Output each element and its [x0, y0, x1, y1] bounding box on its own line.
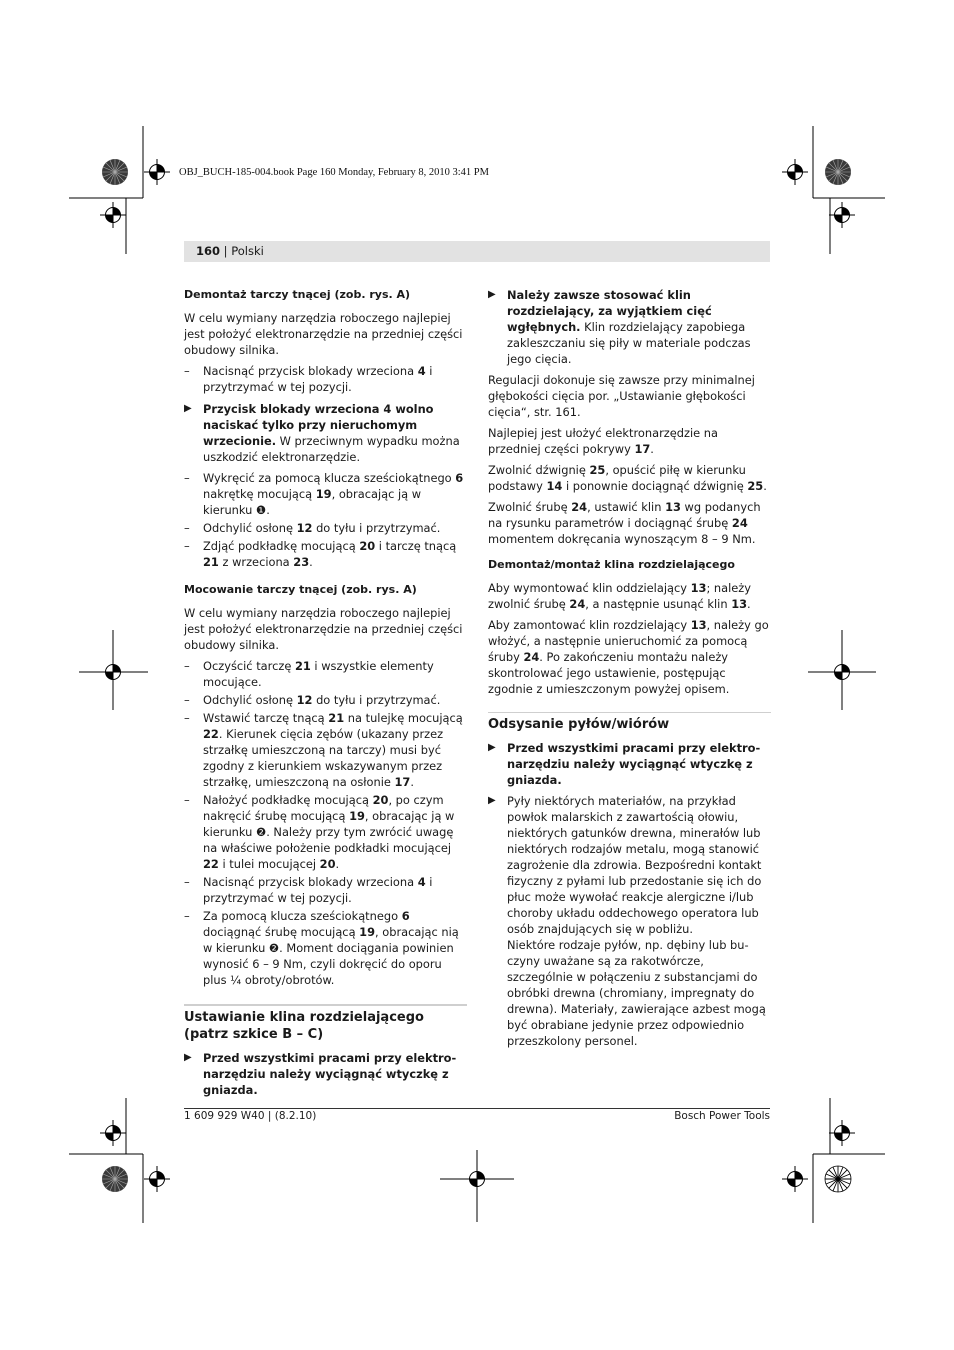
para-mount-knife: Aby zamontować klin rozdzielający 13, należy go włożyć, a następnie unieruchomić za pomocą śruby 24. Po zakończeniu montażu należy skontrolować jego ustawienie, postępując zgodnie z umieszczonym powyżej opisem. — [488, 618, 769, 696]
right-column — [488, 287, 771, 1054]
para-adjust: Regulacji dokonuje się zawsze przy minimalnej głębokości cięcia por. „Ustawianie głębokości cięcia“, str. 161. — [488, 373, 755, 419]
footer-doc-number: 1 609 929 W40 | (8.2.10) — [184, 1110, 317, 1122]
arrow-icon: ▶ — [488, 289, 496, 300]
para-mounting-intro: W celu wymiany narzędzia roboczego najlepiej jest położyć elektronarzędzie na przedniej części obudowy silnika. — [184, 606, 463, 652]
section-title: Odsysanie pyłów/wiórów — [488, 717, 670, 732]
para-lever: Zwolnić dźwignię 25, opuścić piłę w kierunku podstawy 14 i ponownie dociągnąć dźwignię 25. — [488, 463, 767, 493]
step-item: – Zdjąć podkładkę mocującą 20 i tarczę tnącą 21 z wrzeciona 23. — [184, 538, 467, 570]
file-header: OBJ_BUCH-185-004.book Page 160 Monday, February 8, 2010 3:41 PM — [179, 167, 489, 178]
warning-dust: ▶ Pyły niektórych materiałów, na przykład powłok malarskich z zawartością ołowiu, niektórych gatunków drewna, minerałów lub niektórych rodzajów metalu, mogą stanowić zagrożenie dla zdrowia. Bezpośredni kontakt fizyczny z pyłami lub przedostanie się ich do płuc może wywołać reakcje alergiczne i/lub choroby układu oddechowego operatora lub osób znajdujących się w pobliżu. Niektóre rodzaje pyłów, np. dębiny lub buczyny uważane są za rakotwórcze, szczególnie w połączeniu z substancjami do obróbki drewna (chromiany, impregnaty do drewna). Materiały, zawierające azbest mogą być obrabiane jedynie przez odpowiednio przeszkolony personel. — [488, 794, 766, 1048]
para-place: Najlepiej jest ułożyć elektronarzędzie na przedniej części pokrywy 17. — [488, 426, 718, 456]
left-column — [184, 287, 467, 1103]
arrow-icon: ▶ — [488, 795, 496, 806]
para-disassembly-intro: W celu wymiany narzędzia roboczego najlepiej jest położyć elektronarzędzie na przedniej części obudowy silnika. — [184, 311, 463, 357]
step-item: – Nałożyć podkładkę mocującą 20, po czym nakręcić śrubę mocującą 19, obracając ją w kierunku ❷. Należy przy tym zwrócić uwagę na właściwe położenie podkładki mocującej 22 i tulei mocującej 20. — [184, 792, 467, 872]
step-item: – Odchylić osłonę 12 do tyłu i przytrzymać. — [184, 520, 467, 536]
warning-unplug: ▶ Przed wszystkimi pracami przy elektronarzędziu należy wyciągnąć wtyczkę z gniazda. — [488, 741, 761, 787]
arrow-icon: ▶ — [488, 742, 496, 753]
step-item: – Nacisnąć przycisk blokady wrzeciona 4 i przytrzymać w tej pozycji. — [184, 363, 467, 395]
footer-brand: Bosch Power Tools — [674, 1110, 770, 1122]
arrow-icon: ▶ — [184, 403, 192, 414]
step-item: – Wstawić tarczę tnącą 21 na tulejkę mocującą 22. Kierunek cięcia zębów (ukazany przez strzałkę umieszczoną na tarczy) musi być zgodny z kierunkiem wskazywanym przez strzałkę, umieszczoną na osłonie 17. — [184, 710, 467, 790]
section-riving-knife — [184, 1004, 467, 1043]
header-separator: | — [223, 244, 228, 258]
heading-mounting: Mocowanie tarczy tnącej (zob. rys. A) — [184, 583, 417, 596]
page-header-bar — [184, 241, 770, 262]
heading-disassembly: Demontaż tarczy tnącej (zob. rys. A) — [184, 288, 411, 301]
step-item: – Nacisnąć przycisk blokady wrzeciona 4 i przytrzymać w tej pozycji. — [184, 874, 467, 906]
warning-spindle-lock: ▶ Przycisk blokady wrzeciona 4 wolno naciskać tylko przy nieruchomym wrzecionie. W przeciwnym wypadku można uszkodzić elektronarzędzie. — [184, 402, 460, 464]
arrow-icon: ▶ — [184, 1052, 192, 1063]
step-item: – Wykręcić za pomocą klucza sześciokątnego 6 nakrętkę mocującą 19, obracając ją w kierunku ❶. — [184, 470, 467, 518]
para-screw: Zwolnić śrubę 24, ustawić klin 13 wg podanych na rysunku parametrów i dociągnąć śrubę 24 momentem dokręcania wynoszącym 8 – 9 Nm. — [488, 500, 761, 546]
page-number: 160 — [196, 244, 221, 258]
header-language: Polski — [231, 244, 264, 258]
section-title: Ustawianie klina rozdzielającego (patrz szkice B – C) — [184, 1010, 424, 1042]
footer-rule — [184, 1108, 770, 1109]
step-item: – Za pomocą klucza sześciokątnego 6 dociągnąć śrubę mocującą 19, obracając nią w kierunku ❷. Moment dociągania powinien wynosić 6 – 9 Nm, czyli dokręcić do oporu plus ¼ obroty/obrotów. — [184, 908, 467, 988]
step-item: – Odchylić osłonę 12 do tyłu i przytrzymać. — [184, 692, 467, 708]
warning-unplug: ▶ Przed wszystkimi pracami przy elektronarzędziu należy wyciągnąć wtyczkę z gniazda. — [184, 1051, 457, 1097]
para-remove-knife: Aby wymontować klin oddzielający 13; należy zwolnić śrubę 24, a następnie usunąć klin 13. — [488, 581, 752, 611]
step-item: – Oczyścić tarczę 21 i wszystkie elementy mocujące. — [184, 658, 467, 690]
warning-riving-knife: ▶ Należy zawsze stosować klin rozdzielający, za wyjątkiem cięć wgłębnych. Klin rozdzielający zapobiega zakleszczaniu się piły w materiale podczas jego cięcia. — [488, 288, 751, 366]
section-dust-extraction — [488, 712, 771, 733]
heading-knife-removal: Demontaż/montaż klina rozdzielającego — [488, 558, 735, 571]
